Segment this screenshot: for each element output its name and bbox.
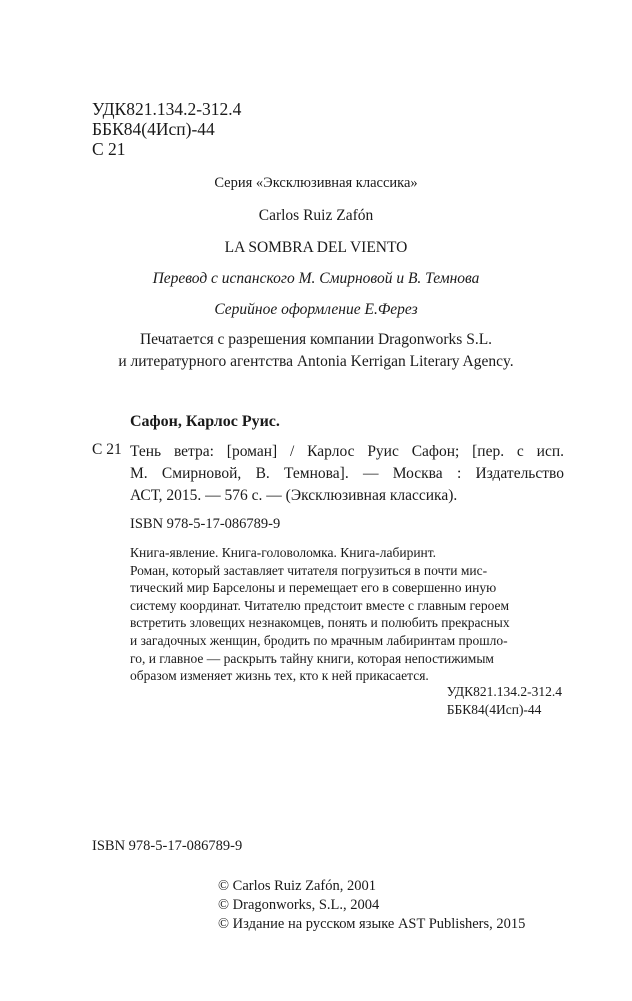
annotation-line: встретить зловещих незнакомцев, понять и полюбить прекрасных — [130, 615, 510, 631]
catalog-heading: Сафон, Карлос Руис. — [130, 413, 280, 430]
author-sign: С 21 — [92, 139, 126, 159]
annotation-line: систему координат. Читателю предстоит вместе с главным героем — [130, 597, 510, 613]
permission-notice — [0, 329, 632, 373]
index-bbk: ББК84(4Исп)-44 — [446, 702, 542, 717]
author-original-name: Carlos Ruiz Zafón — [258, 207, 374, 224]
annotation-line: образом изменяет жизнь тех, кто к ней прикасается. — [130, 668, 429, 684]
annotation-line: и загадочных женщин, бродить по мрачным лабиринтам прошло- — [130, 632, 508, 648]
catalog-author-sign: С 21 — [92, 441, 122, 458]
series-name: Серия «Эксклюзивная классика» — [214, 175, 418, 191]
book-annotation — [130, 544, 562, 685]
copyright-line: © Издание на русском языке AST Publishers, 2015 — [218, 916, 526, 932]
copyright-notices — [218, 877, 525, 934]
isbn-bottom: ISBN 978-5-17-086789-9 — [92, 838, 243, 854]
udk-code: УДК821.134.2-312.4 — [92, 99, 242, 119]
annotation-line: Роман, который заставляет читателя погрузиться в почти мис- — [130, 562, 488, 578]
index-udk: УДК821.134.2-312.4 — [446, 684, 562, 699]
translation-credit: Перевод с испанского М. Смирновой и В. Темнова — [152, 270, 480, 287]
catalog-line: М. Смирновой, В. Темнова]. — Москва : Издательство — [130, 465, 564, 482]
catalog-line: Тень ветра: [роман] / Карлос Руис Сафон; [пер. с исп. — [130, 443, 564, 460]
catalog-isbn: ISBN 978-5-17-086789-9 — [130, 516, 281, 532]
copyright-line: © Dragonworks, S.L., 2004 — [218, 897, 380, 913]
permission-line-1: Печатается с разрешения компании Dragonworks S.L. — [139, 331, 493, 348]
bbk-code: ББК84(4Исп)-44 — [92, 119, 215, 139]
original-title: LA SOMBRA DEL VIENTO — [224, 239, 408, 256]
classification-codes — [92, 99, 241, 159]
annotation-line: го, и главное — раскрыть тайну книги, которая непостижимым — [130, 650, 494, 666]
permission-line-2: и литературного агентства Antonia Kerrigan Literary Agency. — [118, 353, 514, 370]
design-credit: Серийное оформление Е.Ферез — [214, 301, 418, 318]
catalog-record — [130, 441, 564, 507]
catalog-line: АСТ, 2015. — 576 с. — (Эксклюзивная классика). — [130, 487, 458, 504]
annotation-line: Книга-явление. Книга-головоломка. Книга-лабиринт. — [130, 545, 437, 560]
copyright-line: © Carlos Ruiz Zafón, 2001 — [218, 878, 377, 894]
index-codes — [447, 683, 562, 719]
annotation-line: тический мир Барселоны и перемещает его в совершенно иную — [130, 580, 497, 596]
